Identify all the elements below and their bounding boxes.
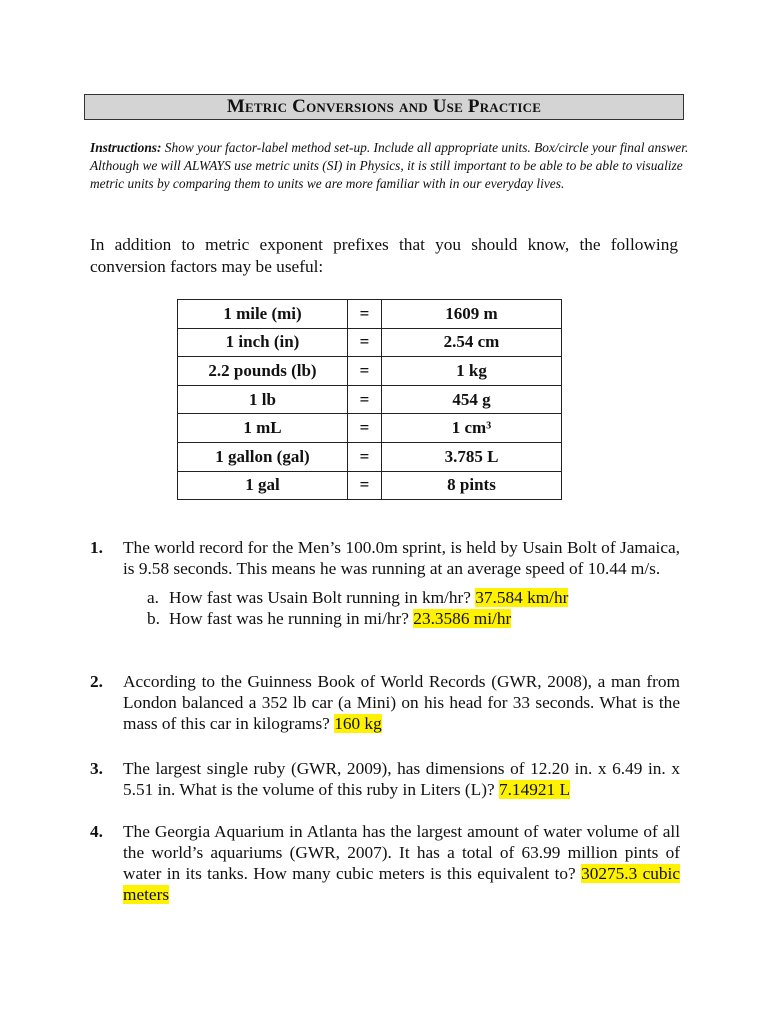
question-text: The Georgia Aquarium in Atlanta has the largest amount of water volume of all the world’s aquariums (GWR, 2007). It has a total of 63.99 million pints of water in its tanks. How many cubic meters is this equivalent to? (123, 822, 680, 883)
table-row (178, 357, 562, 386)
part-text: How fast was he running in mi/hr? (169, 609, 414, 628)
conversion-left: 1 gallon (gal) (178, 442, 348, 471)
question-3 (90, 758, 680, 800)
conversion-right: 8 pints (382, 471, 562, 500)
question-text: The world record for the Men’s 100.0m sprint, is held by Usain Bolt of Jamaica, is 9.58 seconds. This means he was running at an average speed of 10.44 m/s. (123, 538, 680, 578)
question-number: 1. (90, 538, 103, 557)
conversion-right: 1 kg (382, 357, 562, 386)
conversion-left: 1 lb (178, 385, 348, 414)
conversion-right: 3.785 L (382, 442, 562, 471)
conversion-table (177, 299, 562, 500)
page-title: Metric Conversions and Use Practice (84, 94, 684, 120)
question-body (123, 671, 680, 734)
highlighted-answer: 23.3586 mi/hr (413, 609, 512, 628)
part-text: How fast was Usain Bolt running in km/hr? (169, 588, 476, 607)
conversion-equals: = (348, 300, 382, 329)
conversion-equals: = (348, 357, 382, 386)
conversion-equals: = (348, 471, 382, 500)
conversion-left: 2.2 pounds (lb) (178, 357, 348, 386)
intro-paragraph: In addition to metric exponent prefixes that you should know, the following conversion factors may be useful: (90, 235, 678, 276)
question-part-b (147, 608, 680, 629)
part-letter: a. (147, 588, 159, 607)
instructions-text: Show your factor-label method set-up. Include all appropriate units. Box/circle your final answer. Although we will ALWAYS use metric units (SI) in Physics, it is still important to be able to be able to visualize metric units by comparing them to units we are more familiar with in our everyday lives. (90, 140, 689, 192)
conversion-left: 1 mL (178, 414, 348, 443)
question-number: 3. (90, 759, 103, 778)
conversion-equals: = (348, 442, 382, 471)
table-row (178, 300, 562, 329)
conversion-left: 1 gal (178, 471, 348, 500)
conversion-right: 1609 m (382, 300, 562, 329)
table-row (178, 414, 562, 443)
question-part-a (147, 587, 680, 608)
question-text: According to the Guinness Book of World Records (GWR, 2008), a man from London balanced a 352 lb car (a Mini) on his head for 33 seconds. What is the mass of this car in kilograms? (123, 672, 680, 733)
conversion-equals: = (348, 414, 382, 443)
question-number: 4. (90, 822, 103, 841)
table-row (178, 328, 562, 357)
question-number: 2. (90, 672, 103, 691)
conversion-right: 454 g (382, 385, 562, 414)
conversion-left: 1 mile (mi) (178, 300, 348, 329)
highlighted-answer: 160 kg (334, 714, 382, 733)
table-row (178, 385, 562, 414)
conversion-right: 2.54 cm (382, 328, 562, 357)
part-letter: b. (147, 609, 160, 628)
conversion-equals: = (348, 328, 382, 357)
highlighted-answer: 37.584 km/hr (475, 588, 569, 607)
question-parts (147, 587, 680, 629)
conversion-left: 1 inch (in) (178, 328, 348, 357)
question-2 (90, 671, 680, 734)
instructions-lead: Instructions: (90, 140, 162, 155)
conversion-right: 1 cm³ (382, 414, 562, 443)
conversion-equals: = (348, 385, 382, 414)
instructions-block (90, 139, 690, 194)
highlighted-answer: 7.14921 L (498, 780, 571, 799)
question-text: The largest single ruby (GWR, 2009), has dimensions of 12.20 in. x 6.49 in. x 5.51 in. What is the volume of this ruby in Liters (L)? (123, 759, 680, 799)
table-row (178, 471, 562, 500)
question-body (123, 758, 680, 800)
question-4 (90, 821, 680, 905)
question-body (123, 821, 680, 905)
highlighted-answer: 30275.3 cubic meters (123, 864, 680, 904)
table-row (178, 442, 562, 471)
question-1 (90, 537, 680, 629)
